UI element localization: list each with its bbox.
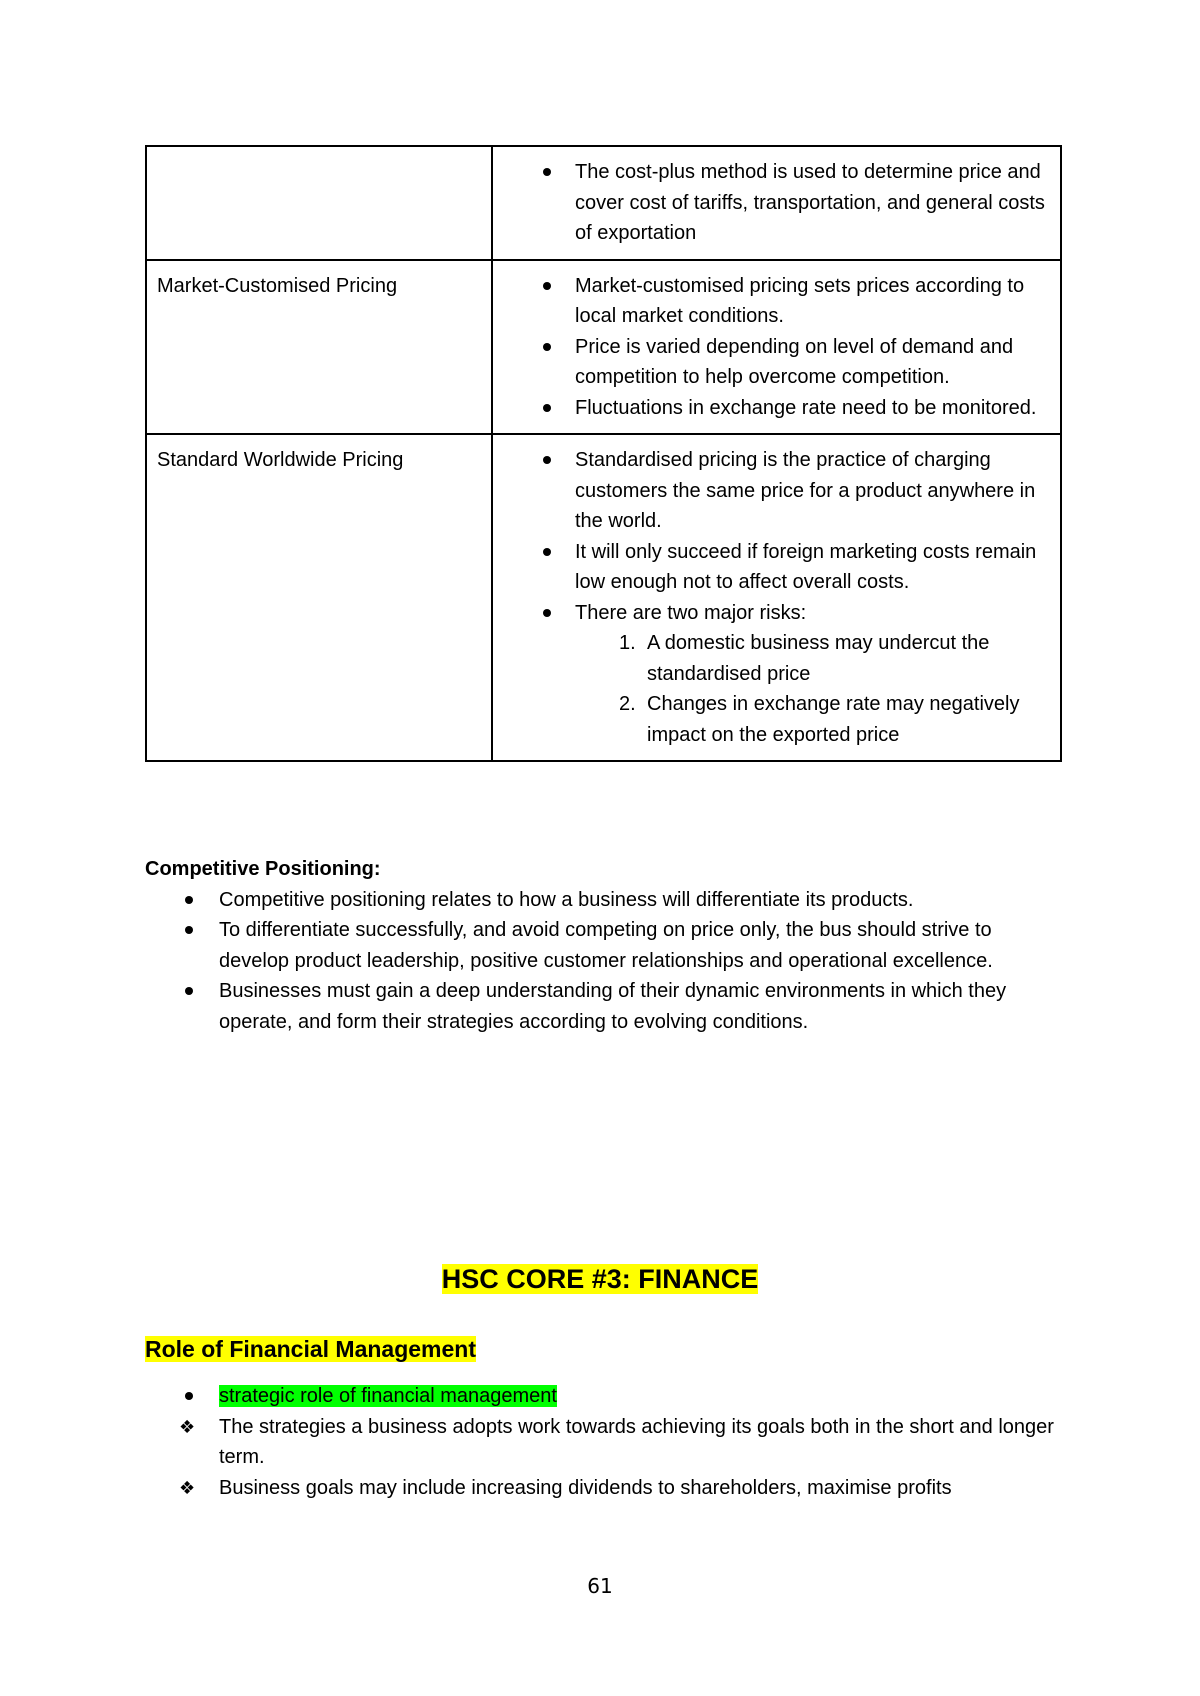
role-of-financial-management-heading: Role of Financial Management	[145, 1336, 476, 1362]
list-item: Competitive positioning relates to how a business will differentiate its products.	[145, 885, 1065, 916]
standard-worldwide-pricing-label: Standard Worldwide Pricing	[157, 449, 404, 471]
list-item: ❖ Business goals may include increasing dividends to shareholders, maximise profits	[145, 1473, 1065, 1504]
pricing-label-cell	[146, 146, 492, 260]
item-number: 2.	[619, 693, 636, 715]
pricing-description-cell	[492, 434, 1061, 761]
pricing-methods-table	[145, 145, 1062, 762]
bullet-list	[145, 885, 1065, 1038]
list-item: The cost-plus method is used to determine price and cover cost of tariffs, transportation, and general costs of exportation	[503, 157, 1052, 249]
list-item: Fluctuations in exchange rate need to be monitored.	[503, 393, 1052, 424]
list-item: ❖ The strategies a business adopts work towards achieving its goals both in the short and longer term.	[145, 1412, 1065, 1473]
bullet-list	[503, 445, 1052, 750]
item-number: 1.	[619, 632, 636, 654]
numbered-item: 1. A domestic business may undercut the standardised price	[575, 628, 1052, 689]
list-item: Standardised pricing is the practice of charging customers the same price for a product anywhere in the world.	[503, 445, 1052, 537]
list-item: Market-customised pricing sets prices according to local market conditions.	[503, 271, 1052, 332]
bullet-list	[503, 157, 1052, 249]
market-customised-pricing-label: Market-Customised Pricing	[157, 274, 398, 297]
table-row	[146, 146, 1061, 260]
list-item: strategic role of financial management	[145, 1381, 1065, 1412]
pricing-description-cell	[492, 146, 1061, 260]
pricing-label-cell	[146, 260, 492, 435]
table-row	[146, 260, 1061, 435]
list-item: To differentiate successfully, and avoid competing on price only, the bus should strive to develop product leadership, positive customer relationships and operational excellence.	[145, 915, 1065, 976]
bullet-list	[503, 271, 1052, 424]
table-row	[146, 434, 1061, 761]
pricing-description-cell	[492, 260, 1061, 435]
diamond-list	[145, 1412, 1065, 1504]
list-item: It will only succeed if foreign marketing costs remain low enough not to affect overall costs.	[503, 537, 1052, 598]
core-finance-title: HSC CORE #3: FINANCE	[441, 1264, 759, 1294]
numbered-item: 2. Changes in exchange rate may negatively impact on the exported price	[575, 689, 1052, 750]
numbered-list	[575, 628, 1052, 750]
diamond-bullet-icon: ❖	[179, 1416, 196, 1437]
financial-management-list	[145, 1381, 1065, 1503]
list-item: There are two major risks: 1. A domestic business may undercut the standardised price 2. Changes in exchange rate may negatively impact on the exported price	[503, 598, 1052, 751]
pricing-label-cell	[146, 434, 492, 761]
list-item: Price is varied depending on level of demand and competition to help overcome competition.	[503, 332, 1052, 393]
list-item: Businesses must gain a deep understanding of their dynamic environments in which they operate, and form their strategies according to evolving conditions.	[145, 976, 1065, 1037]
diamond-bullet-icon: ❖	[179, 1477, 196, 1498]
competitive-positioning-section	[145, 854, 1065, 1037]
page-number: 61	[587, 1574, 613, 1598]
competitive-positioning-heading: Competitive Positioning:	[145, 858, 381, 880]
bullet-list	[145, 1381, 1065, 1412]
